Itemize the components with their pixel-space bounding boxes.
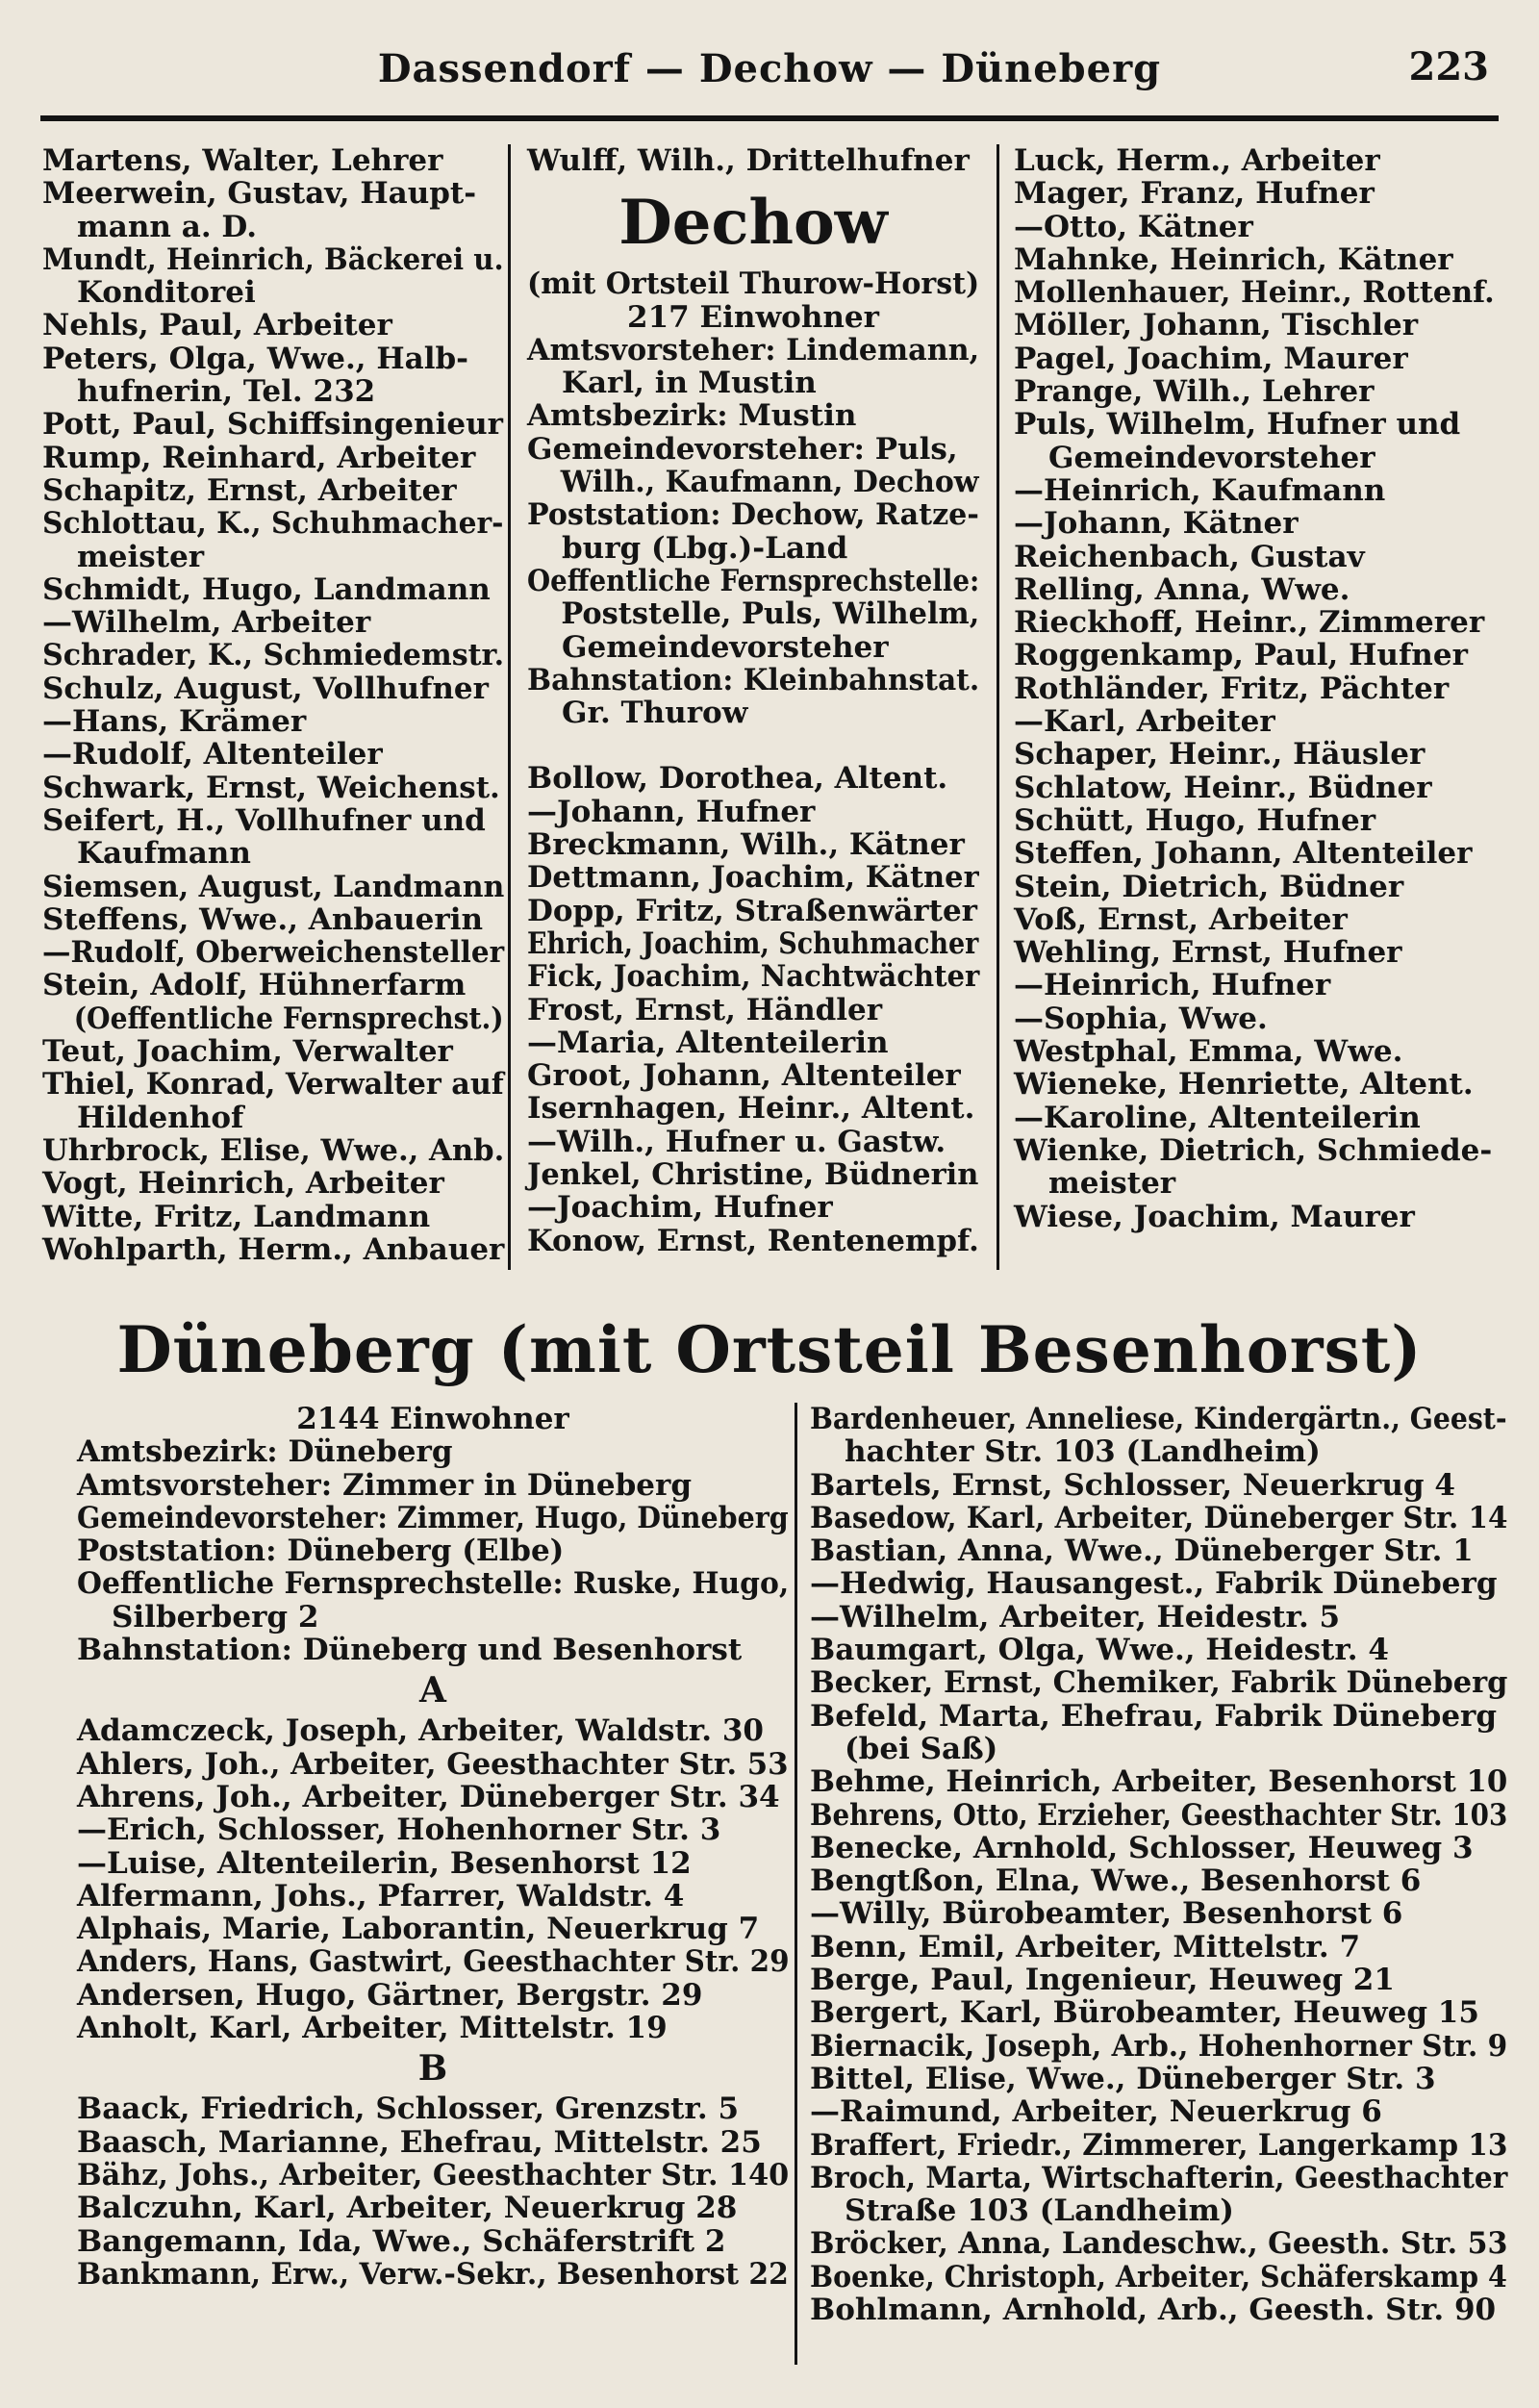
info-line: (mit Ortsteil Thurow-Horst) bbox=[527, 266, 980, 302]
entry-continuation: Konditorei bbox=[77, 275, 256, 311]
directory-entry: Groot, Johann, Altenteiler bbox=[527, 1058, 961, 1094]
directory-entry: Anholt, Karl, Arbeiter, Mittelstr. 19 bbox=[77, 2011, 668, 2046]
directory-entry: —Hedwig, Hausangest., Fabrik Düneberg bbox=[810, 1566, 1498, 1602]
directory-entry: Stein, Dietrich, Büdner bbox=[1014, 869, 1404, 904]
column-top-left bbox=[42, 144, 504, 1266]
directory-entry: Schapitz, Ernst, Arbeiter bbox=[42, 472, 457, 508]
directory-entry: Behrens, Otto, Erzieher, Geesthachter Str. 103 bbox=[810, 1797, 1508, 1833]
directory-entry: Frost, Ernst, Händler bbox=[527, 992, 883, 1027]
directory-entry: Schrader, K., Schmiedemstr. bbox=[42, 638, 505, 673]
entry-continuation: hachter Str. 103 (Landheim) bbox=[845, 1434, 1321, 1470]
directory-entry: Puls, Wilhelm, Hufner und bbox=[1014, 407, 1461, 443]
header-rule bbox=[40, 115, 1499, 121]
entry-continuation: mann a. D. bbox=[77, 209, 257, 244]
directory-entry: Teut, Joachim, Verwalter bbox=[42, 1034, 453, 1070]
directory-entry: Andersen, Hugo, Gärtner, Bergstr. 29 bbox=[77, 1977, 703, 2013]
directory-entry: Gemeindevorsteher: Puls, bbox=[527, 431, 958, 467]
directory-entry: Bohlmann, Arnhold, Arb., Geesth. Str. 90 bbox=[810, 2293, 1497, 2328]
entry-continuation: Karl, in Mustin bbox=[562, 366, 817, 401]
directory-entry: Ehrich, Joachim, Schuhmacher bbox=[527, 925, 979, 961]
directory-entry: Thiel, Konrad, Verwalter auf bbox=[42, 1067, 504, 1103]
directory-entry: —Johann, Hufner bbox=[527, 794, 816, 829]
directory-entry: Alphais, Marie, Laborantin, Neuerkrug 7 bbox=[77, 1912, 760, 1947]
directory-entry: Relling, Anna, Wwe. bbox=[1014, 571, 1350, 607]
entry-continuation: Gemeindevorsteher bbox=[1048, 440, 1375, 475]
directory-entry: Schulz, August, Vollhufner bbox=[42, 671, 489, 706]
directory-entry: Bröcker, Anna, Landeschw., Geesth. Str. 53 bbox=[810, 2226, 1508, 2262]
directory-entry: —Willy, Bürobeamter, Besenhorst 6 bbox=[810, 1896, 1403, 1932]
column-divider bbox=[795, 1403, 797, 2365]
directory-entry: Seifert, H., Vollhufner und bbox=[42, 802, 486, 838]
place-heading: Dechow bbox=[618, 187, 888, 260]
directory-entry: Fick, Joachim, Nachtwächter bbox=[527, 959, 980, 995]
directory-entry: Behme, Heinrich, Arbeiter, Besenhorst 10 bbox=[810, 1764, 1508, 1800]
directory-entry: Mollenhauer, Heinr., Rottenf. bbox=[1014, 275, 1495, 311]
directory-entry: Wehling, Ernst, Hufner bbox=[1014, 935, 1402, 971]
directory-entry: —Rudolf, Oberweichensteller bbox=[42, 935, 505, 971]
directory-entry: Pagel, Joachim, Maurer bbox=[1014, 341, 1408, 376]
directory-entry: Benecke, Arnhold, Schlosser, Heuweg 3 bbox=[810, 1830, 1474, 1865]
page-number: 223 bbox=[1408, 44, 1489, 89]
page-header bbox=[40, 38, 1499, 115]
directory-entry: Jenkel, Christine, Büdnerin bbox=[527, 1157, 979, 1193]
letter-heading: B bbox=[417, 2048, 448, 2090]
column-divider bbox=[508, 144, 511, 1270]
directory-entry: Vogt, Heinrich, Arbeiter bbox=[42, 1166, 444, 1202]
directory-entry: —Joachim, Hufner bbox=[527, 1190, 833, 1226]
entry-continuation: meister bbox=[1048, 1166, 1176, 1202]
directory-entry: Roggenkamp, Paul, Hufner bbox=[1014, 638, 1468, 673]
directory-entry: Adamczeck, Joseph, Arbeiter, Waldstr. 30 bbox=[77, 1713, 764, 1749]
directory-entry: Baumgart, Olga, Wwe., Heidestr. 4 bbox=[810, 1633, 1389, 1668]
directory-entry: Bollow, Dorothea, Altent. bbox=[527, 761, 948, 797]
directory-entry: —Sophia, Wwe. bbox=[1014, 1001, 1268, 1036]
directory-entry: Konow, Ernst, Rentenempf. bbox=[527, 1223, 979, 1258]
directory-entry: Oeffentliche Fernsprechstelle: bbox=[527, 563, 980, 598]
entry-continuation: Gemeindevorsteher bbox=[562, 629, 889, 665]
entry-continuation: Hildenhof bbox=[77, 1100, 244, 1135]
section-title: Düneberg (mit Ortsteil Besenhorst) bbox=[116, 1312, 1423, 1387]
info-line: 217 Einwohner bbox=[627, 299, 879, 335]
column-top-middle bbox=[527, 144, 979, 1257]
directory-entry: Amtsvorsteher: Lindemann, bbox=[527, 332, 980, 368]
directory-entry: Luck, Herm., Arbeiter bbox=[1014, 143, 1380, 178]
directory-entry: Prange, Wilh., Lehrer bbox=[1014, 374, 1375, 410]
directory-entry: Bittel, Elise, Wwe., Düneberger Str. 3 bbox=[810, 2061, 1436, 2096]
directory-entry: —Raimund, Arbeiter, Neuerkrug 6 bbox=[810, 2094, 1382, 2130]
directory-entry: Voß, Ernst, Arbeiter bbox=[1014, 901, 1348, 937]
directory-entry: Witte, Fritz, Landmann bbox=[42, 1199, 431, 1234]
directory-entry: Berge, Paul, Ingenieur, Heuweg 21 bbox=[810, 1963, 1395, 1998]
directory-entry: Alfermann, Johs., Pfarrer, Waldstr. 4 bbox=[77, 1878, 685, 1914]
directory-entry: Meerwein, Gustav, Haupt- bbox=[42, 176, 477, 212]
directory-entry: Wulff, Wilh., Drittelhufner bbox=[527, 143, 970, 178]
directory-entry: Martens, Walter, Lehrer bbox=[42, 143, 443, 178]
directory-entry: Bangemann, Ida, Wwe., Schäferstrift 2 bbox=[77, 2223, 726, 2259]
directory-entry: Rump, Reinhard, Arbeiter bbox=[42, 440, 476, 475]
running-title: Dassendorf — Dechow — Düneberg bbox=[377, 46, 1162, 91]
directory-entry: —Heinrich, Kaufmann bbox=[1014, 472, 1386, 508]
directory-entry: Schwark, Ernst, Weichenst. bbox=[42, 770, 500, 805]
directory-entry: Amtsvorsteher: Zimmer in Düneberg bbox=[77, 1467, 693, 1503]
directory-entry: —Otto, Kätner bbox=[1014, 209, 1253, 244]
directory-entry: Bahnstation: Kleinbahnstat. bbox=[527, 662, 980, 697]
entry-continuation: (Oeffentliche Fernsprechst.) bbox=[73, 1001, 504, 1036]
directory-entry: Boenke, Christoph, Arbeiter, Schäferskamp 4 bbox=[810, 2259, 1507, 2294]
directory-entry: Siemsen, August, Landmann bbox=[42, 869, 505, 904]
info-line: 2144 Einwohner bbox=[296, 1402, 569, 1436]
letter-heading: A bbox=[419, 1670, 446, 1711]
directory-entry: Broch, Marta, Wirtschafterin, Geesthachter bbox=[810, 2160, 1508, 2195]
entry-continuation: Kaufmann bbox=[77, 836, 251, 872]
entry-continuation: meister bbox=[77, 539, 205, 574]
directory-entry: —Erich, Schlosser, Hohenhorner Str. 3 bbox=[77, 1812, 721, 1848]
directory-entry: Schmidt, Hugo, Landmann bbox=[42, 571, 491, 607]
directory-entry: —Rudolf, Altenteiler bbox=[42, 737, 383, 773]
directory-entry: Oeffentliche Fernsprechstelle: Ruske, Hugo, bbox=[77, 1566, 790, 1602]
directory-entry: Poststation: Dechow, Ratze- bbox=[527, 497, 979, 533]
directory-entry: Nehls, Paul, Arbeiter bbox=[42, 308, 392, 343]
directory-entry: Bastian, Anna, Wwe., Düneberger Str. 1 bbox=[810, 1534, 1474, 1569]
entry-continuation: Gr. Thurow bbox=[562, 696, 748, 731]
directory-entry: Wieneke, Henriette, Altent. bbox=[1014, 1067, 1474, 1103]
directory-entry: Ahrens, Joh., Arbeiter, Düneberger Str. 34 bbox=[77, 1779, 780, 1814]
entry-continuation: Silberberg 2 bbox=[112, 1599, 319, 1635]
directory-entry: Rieckhoff, Heinr., Zimmerer bbox=[1014, 605, 1485, 641]
directory-entry: Balczuhn, Karl, Arbeiter, Neuerkrug 28 bbox=[77, 2191, 738, 2226]
directory-entry: Wiese, Joachim, Maurer bbox=[1014, 1199, 1415, 1234]
directory-entry: Wienke, Dietrich, Schmiede- bbox=[1014, 1132, 1493, 1168]
directory-entry: Wohlparth, Herm., Anbauer bbox=[42, 1231, 505, 1267]
directory-entry: Benn, Emil, Arbeiter, Mittelstr. 7 bbox=[810, 1929, 1361, 1964]
entry-continuation: burg (Lbg.)-Land bbox=[562, 530, 848, 566]
directory-entry: —Karoline, Altenteilerin bbox=[1014, 1100, 1421, 1135]
entry-continuation: hufnerin, Tel. 232 bbox=[77, 374, 376, 410]
directory-entry: Breckmann, Wilh., Kätner bbox=[527, 827, 965, 863]
spacer bbox=[527, 729, 979, 762]
directory-entry: Uhrbrock, Elise, Wwe., Anb. bbox=[42, 1132, 505, 1168]
directory-entry: —Wilhelm, Arbeiter bbox=[42, 605, 371, 641]
directory-entry: Schlottau, K., Schuhmacher- bbox=[42, 506, 504, 542]
directory-entry: —Hans, Krämer bbox=[42, 704, 307, 740]
directory-entry: Steffen, Johann, Altenteiler bbox=[1014, 836, 1473, 872]
directory-entry: Biernacik, Joseph, Arb., Hohenhorner Str. 9 bbox=[810, 2028, 1508, 2064]
directory-entry: Schlatow, Heinr., Büdner bbox=[1014, 770, 1432, 805]
directory-entry: Mahnke, Heinrich, Kätner bbox=[1014, 241, 1453, 277]
directory-entry: Bergert, Karl, Bürobeamter, Heuweg 15 bbox=[810, 1995, 1479, 2031]
directory-entry: Steffens, Wwe., Anbauerin bbox=[42, 901, 484, 937]
directory-entry: Anders, Hans, Gastwirt, Geesthachter Str. 29 bbox=[77, 1944, 790, 1980]
directory-entry: Stein, Adolf, Hühnerfarm bbox=[42, 968, 467, 1003]
directory-entry: —Wilhelm, Arbeiter, Heidestr. 5 bbox=[810, 1599, 1341, 1635]
column-divider bbox=[997, 144, 999, 1270]
directory-entry: Gemeindevorsteher: Zimmer, Hugo, Düneberg bbox=[77, 1500, 789, 1535]
directory-entry: Mundt, Heinrich, Bäckerei u. bbox=[42, 241, 504, 277]
directory-entry: Ahlers, Joh., Arbeiter, Geesthachter Str. 53 bbox=[77, 1746, 789, 1782]
directory-entry: Schütt, Hugo, Hufner bbox=[1014, 802, 1376, 838]
directory-entry: Bähz, Johs., Arbeiter, Geesthachter Str. 140 bbox=[77, 2157, 790, 2193]
directory-entry: Baack, Friedrich, Schlosser, Grenzstr. 5 bbox=[77, 2091, 740, 2127]
directory-entry: —Johann, Kätner bbox=[1014, 506, 1299, 542]
directory-entry: —Wilh., Hufner u. Gastw. bbox=[527, 1124, 946, 1159]
entry-continuation: Straße 103 (Landheim) bbox=[845, 2193, 1234, 2229]
directory-entry: Basedow, Karl, Arbeiter, Düneberger Str. 14 bbox=[810, 1500, 1508, 1535]
directory-entry: Amtsbezirk: Düneberg bbox=[77, 1434, 453, 1470]
column-bottom-left bbox=[77, 1403, 789, 2291]
directory-entry: Dettmann, Joachim, Kätner bbox=[527, 860, 979, 896]
directory-entry: Pott, Paul, Schiffsingenieur bbox=[42, 407, 503, 443]
directory-entry: Mager, Franz, Hufner bbox=[1014, 176, 1375, 212]
directory-entry: Poststation: Düneberg (Elbe) bbox=[77, 1534, 565, 1569]
directory-entry: Rothländer, Fritz, Pächter bbox=[1014, 671, 1450, 706]
entry-continuation: (bei Saß) bbox=[845, 1731, 998, 1766]
directory-entry: Möller, Johann, Tischler bbox=[1014, 308, 1419, 343]
directory-entry: —Luise, Altenteilerin, Besenhorst 12 bbox=[77, 1845, 692, 1881]
directory-entry: Reichenbach, Gustav bbox=[1014, 539, 1365, 574]
column-bottom-right bbox=[810, 1403, 1507, 2326]
directory-entry: —Karl, Arbeiter bbox=[1014, 704, 1275, 740]
entry-continuation: Poststelle, Puls, Wilhelm, bbox=[561, 596, 980, 632]
directory-entry: Braffert, Friedr., Zimmerer, Langerkamp 13 bbox=[810, 2127, 1508, 2163]
directory-entry: Dopp, Fritz, Straßenwärter bbox=[527, 893, 977, 928]
directory-entry: Westphal, Emma, Wwe. bbox=[1014, 1034, 1403, 1070]
directory-entry: Peters, Olga, Wwe., Halb- bbox=[42, 341, 469, 376]
directory-entry: Bankmann, Erw., Verw.-Sekr., Besenhorst 22 bbox=[77, 2256, 789, 2292]
directory-entry: —Heinrich, Hufner bbox=[1014, 968, 1331, 1003]
directory-entry: Befeld, Marta, Ehefrau, Fabrik Düneberg bbox=[810, 1698, 1498, 1734]
directory-entry: Becker, Ernst, Chemiker, Fabrik Düneberg bbox=[810, 1665, 1508, 1701]
directory-entry: Baasch, Marianne, Ehefrau, Mittelstr. 25 bbox=[77, 2124, 762, 2160]
entry-continuation: Wilh., Kaufmann, Dechow bbox=[560, 465, 979, 500]
directory-entry: —Maria, Altenteilerin bbox=[527, 1025, 889, 1060]
directory-entry: Isernhagen, Heinr., Altent. bbox=[527, 1091, 975, 1127]
directory-entry: Bengtßon, Elna, Wwe., Besenhorst 6 bbox=[810, 1863, 1422, 1899]
directory-entry: Amtsbezirk: Mustin bbox=[527, 398, 857, 434]
directory-entry: Bahnstation: Düneberg und Besenhorst bbox=[77, 1633, 743, 1668]
directory-entry: Bardenheuer, Anneliese, Kindergärtn., Geest- bbox=[810, 1402, 1507, 1436]
directory-entry: Schaper, Heinr., Häusler bbox=[1014, 737, 1425, 773]
directory-entry: Bartels, Ernst, Schlosser, Neuerkrug 4 bbox=[810, 1467, 1455, 1503]
column-top-right bbox=[1014, 144, 1495, 1233]
